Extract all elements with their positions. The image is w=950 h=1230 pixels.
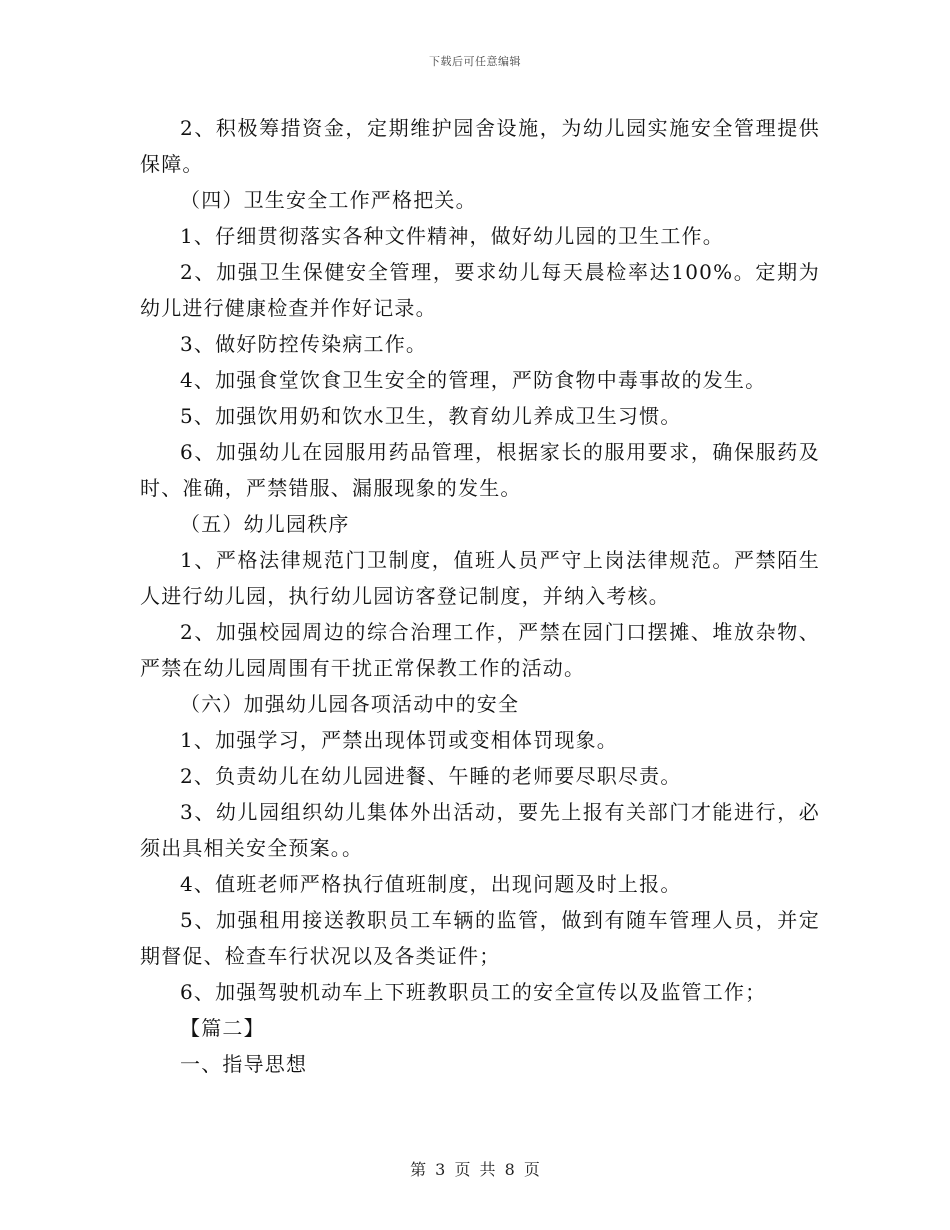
paragraph: 6、加强驾驶机动车上下班教职员工的安全宣传以及监管工作； [180, 980, 767, 1004]
paragraph: 5、加强饮用奶和饮水卫生，教育幼儿养成卫生习惯。 [180, 404, 682, 428]
paragraph: 5、加强租用接送教职员工车辆的监管，做到有随车管理人员，并定期督促、检查车行状况以及各类证件； [140, 908, 820, 968]
paragraph: 3、做好防控传染病工作。 [180, 332, 428, 356]
paragraph: 1、严格法律规范门卫制度，值班人员严守上岗法律规范。严禁陌生人进行幼儿园，执行幼儿园访客登记制度，并纳入考核。 [140, 548, 820, 608]
paragraph: 4、加强食堂饮食卫生安全的管理，严防食物中毒事故的发生。 [180, 368, 767, 392]
part-heading: 【篇二】 [180, 1016, 265, 1040]
section-heading: （五）幼儿园秩序 [180, 512, 350, 536]
page-number: 第 3 页 共 8 页 [410, 1160, 540, 1179]
page-header: 下载后可任意编辑 [429, 55, 521, 68]
paragraph: 2、加强卫生保健安全管理，要求幼儿每天晨检率达100%。定期为幼儿进行健康检查并作好记录。 [140, 260, 820, 320]
section-heading: （四）卫生安全工作严格把关。 [180, 188, 477, 212]
paragraph: 6、加强幼儿在园服用药品管理，根据家长的服用要求，确保服药及时、准确，严禁错服、漏服现象的发生。 [140, 440, 820, 500]
paragraph: 1、仔细贯彻落实各种文件精神，做好幼儿园的卫生工作。 [180, 224, 724, 248]
section-heading: 一、指导思想 [180, 1052, 308, 1076]
paragraph: 2、积极筹措资金，定期维护园舍设施，为幼儿园实施安全管理提供保障。 [140, 116, 820, 176]
section-heading: （六）加强幼儿园各项活动中的安全 [180, 692, 520, 716]
paragraph: 2、负责幼儿在幼儿园进餐、午睡的老师要尽职尽责。 [180, 764, 682, 788]
paragraph: 4、值班老师严格执行值班制度，出现问题及时上报。 [180, 872, 682, 896]
document-body [140, 110, 820, 1082]
paragraph: 2、加强校园周边的综合治理工作，严禁在园门口摆摊、堆放杂物、严禁在幼儿园周围有干扰正常保教工作的活动。 [140, 620, 820, 680]
paragraph: 1、加强学习，严禁出现体罚或变相体罚现象。 [180, 728, 618, 752]
paragraph: 3、幼儿园组织幼儿集体外出活动，要先上报有关部门才能进行，必须出具相关安全预案。。 [140, 800, 820, 860]
